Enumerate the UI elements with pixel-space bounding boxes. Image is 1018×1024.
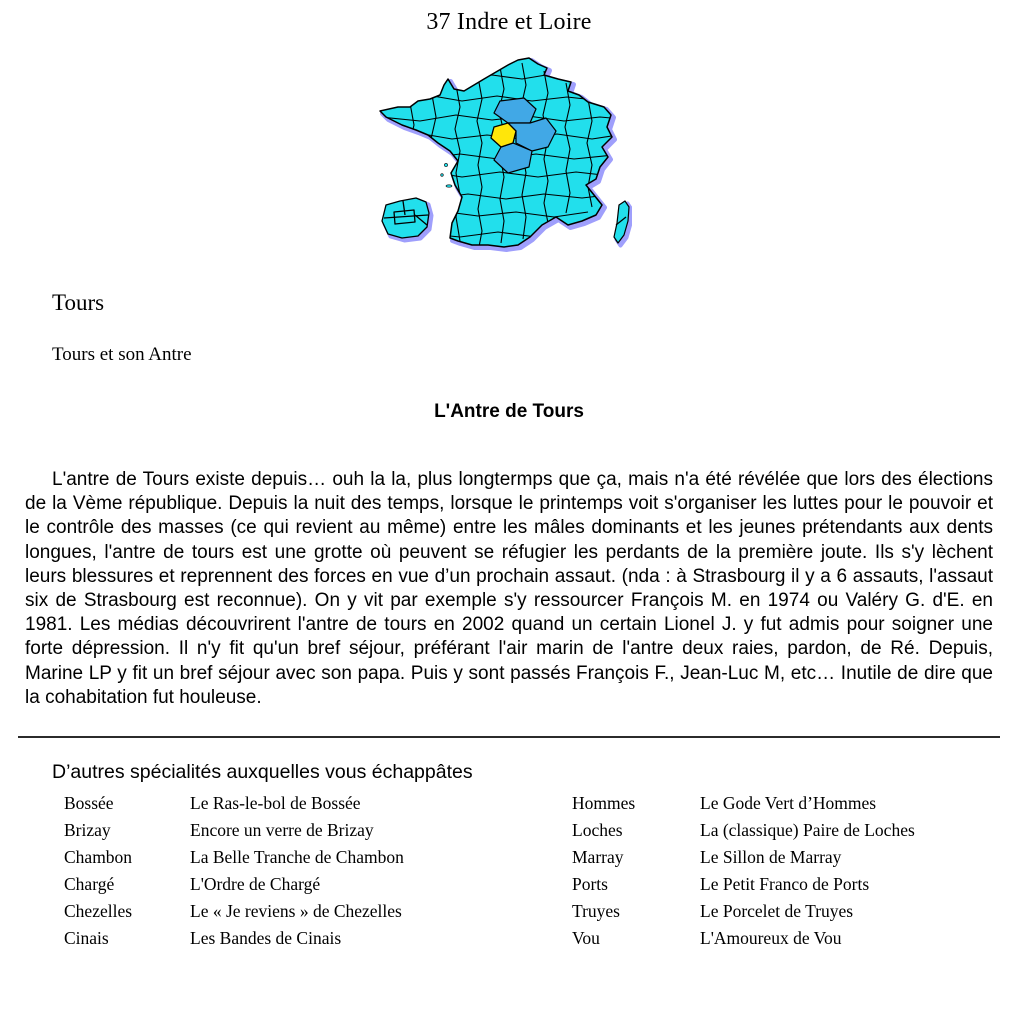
specialty-cell: Encore un verre de Brizay <box>190 819 374 840</box>
paris-region-inset <box>382 198 429 238</box>
specialty-cell: Le Gode Vert d’Hommes <box>700 793 877 813</box>
place-cell: Ports <box>572 873 608 894</box>
place-cell: Chambon <box>64 846 133 867</box>
specialty-cell: Le Petit Franco de Ports <box>700 873 870 894</box>
subsection-heading: Tours et son Antre <box>52 344 192 365</box>
atlantic-islands <box>441 163 452 187</box>
place-cell: Vou <box>572 927 600 948</box>
specialty-cell: Les Bandes de Cinais <box>190 927 342 948</box>
place-cell: Cinais <box>64 927 109 948</box>
place-cell: Hommes <box>572 793 636 813</box>
place-cell: Brizay <box>64 819 111 840</box>
article-paragraph: L'antre de Tours existe depuis… ouh la la, plus longtermps que ça, mais n'a été révélée que lors des élections de la Vème république. Depuis la nuit des temps, lorsque le printemps voit s'organiser les luttes pour le pouvoir et le contrôle des masses (ce qui revient au même) entre les mâles dominants et les jeunes prétendants aux dents longues, l'antre de tours est une grotte où peuvent se réfugier les perdants de la première joute. Ils s'y lèchent leurs blessures et reprennent des forces en vue d’un prochain assaut. (nda : à Strasbourg il y a 6 assauts, l'assaut six de Strasbourg est reconnue). On y vit par exemple s'y ressourcer François M. en 1974 ou Valéry G. d'E. en 1981. Les médias découvrirent l'antre de tours en 2002 quand un certain Lionel J. y fut admis pour soigner une forte dépression. Il n'y fit qu'un bref séjour, préférant l'air marin de l'antre deux raies, pardon, de Ré. Depuis, Marine LP y fit un bref séjour avec son papa. Puis y sont passés François F., Jean-Luc M, etc… Inutile de dire que la cohabitation fut houleuse. <box>25 469 993 708</box>
specialty-cell: Le Ras-le-bol de Bossée <box>190 793 361 813</box>
separator-rule <box>18 736 1000 738</box>
place-cell: Truyes <box>572 900 620 921</box>
specialty-cell: La (classique) Paire de Loches <box>700 819 915 840</box>
section-heading-tours: Tours <box>52 290 105 315</box>
article-heading: L'Antre de Tours <box>434 401 584 422</box>
specialties-heading: D’autres spécialités auxquelles vous échappâtes <box>52 761 473 783</box>
specialty-cell: Le « Je reviens » de Chezelles <box>190 900 402 921</box>
specialty-cell: La Belle Tranche de Chambon <box>190 846 404 867</box>
france-departments-map <box>372 55 632 265</box>
specialty-cell: Le Porcelet de Truyes <box>700 900 854 921</box>
place-cell: Chezelles <box>64 900 133 921</box>
place-cell: Bossée <box>64 793 114 813</box>
place-cell: Marray <box>572 846 624 867</box>
specialty-cell: L'Ordre de Chargé <box>190 873 321 894</box>
specialty-cell: Le Sillon de Marray <box>700 846 842 867</box>
page-title: 37 Indre et Loire <box>426 9 592 35</box>
specialties-table <box>64 790 964 951</box>
place-cell: Chargé <box>64 873 115 894</box>
place-cell: Loches <box>572 819 623 840</box>
specialty-cell: L'Amoureux de Vou <box>700 927 842 948</box>
